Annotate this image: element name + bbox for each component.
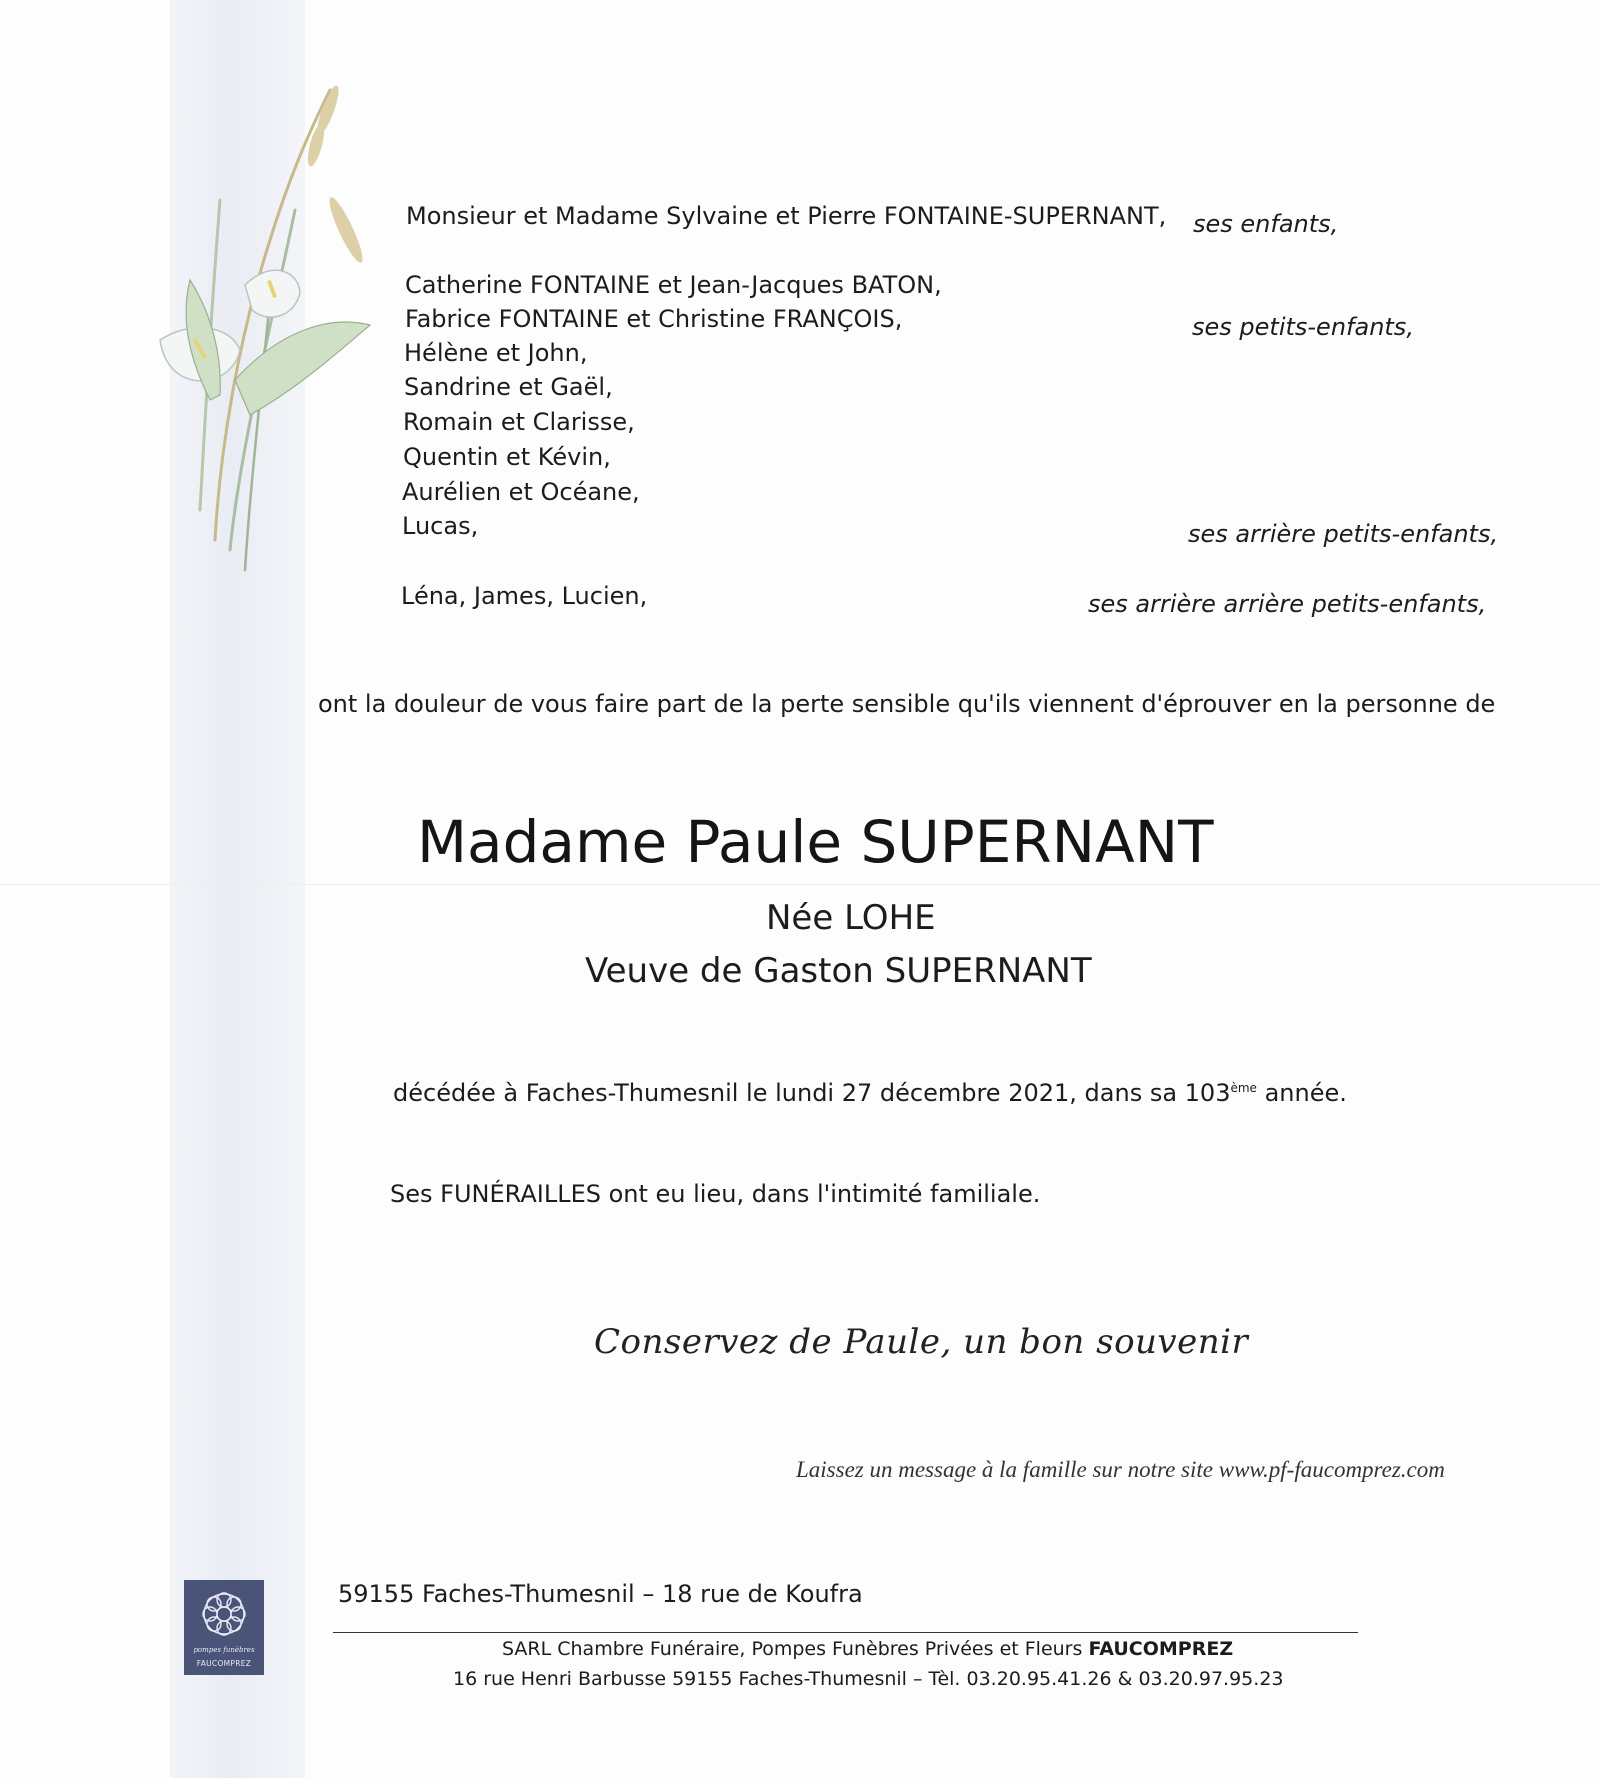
grandchild-line-1: Catherine FONTAINE et Jean-Jacques BATON, <box>405 271 942 299</box>
great-great-grandchildren-relation: ses arrière arrière petits-enfants, <box>1088 590 1487 618</box>
grandchild-line-4: Sandrine et Gaël, <box>404 373 613 401</box>
rosette-icon <box>184 1580 264 1644</box>
death-text-end: année. <box>1256 1079 1347 1107</box>
grandchild-line-2: Fabrice FONTAINE et Christine FRANÇOIS, <box>405 305 903 333</box>
children-names: Monsieur et Madame Sylvaine et Pierre FONTAINE-SUPERNANT, <box>406 202 1167 230</box>
company-line <box>502 1638 1233 1660</box>
grandchild-line-6: Quentin et Kévin, <box>403 443 611 471</box>
birth-name: Née LOHE <box>766 898 936 938</box>
address-line: 59155 Faches-Thumesnil – 18 rue de Koufra <box>338 1580 863 1608</box>
footer-divider <box>333 1632 1358 1633</box>
great-great-grandchildren-names: Léna, James, Lucien, <box>401 582 648 610</box>
deceased-name: Madame Paule SUPERNANT <box>417 808 1214 876</box>
widow-of: Veuve de Gaston SUPERNANT <box>585 951 1092 991</box>
announcement-text: ont la douleur de vous faire part de la perte sensible qu'ils viennent d'éprouver en la personne de <box>318 690 1496 718</box>
death-details <box>393 1079 1347 1107</box>
logo-line-2: FAUCOMPREZ <box>196 1659 252 1668</box>
funeral-text: Ses FUNÉRAILLES ont eu lieu, dans l'intimité familiale. <box>390 1180 1041 1208</box>
company-name: FAUCOMPREZ <box>1088 1638 1234 1660</box>
remembrance-text: Conservez de Paule, un bon souvenir <box>594 1322 1249 1362</box>
great-grandchildren-relation: ses arrière petits-enfants, <box>1188 520 1499 548</box>
grandchild-line-5: Romain et Clarisse, <box>403 408 635 436</box>
contact-line: 16 rue Henri Barbusse 59155 Faches-Thumesnil – Tèl. 03.20.95.41.26 & 03.20.97.95.23 <box>453 1668 1284 1690</box>
death-superscript: ème <box>1230 1081 1257 1095</box>
company-prefix: SARL Chambre Funéraire, Pompes Funèbres Privées et Fleurs <box>502 1638 1089 1660</box>
children-relation: ses enfants, <box>1193 210 1339 238</box>
grandchild-line-3: Hélène et John, <box>404 339 588 367</box>
grandchild-line-7: Aurélien et Océane, <box>402 478 640 506</box>
grandchildren-relation: ses petits-enfants, <box>1192 313 1414 341</box>
faucomprez-logo <box>184 1580 264 1675</box>
paper-fold-line <box>0 884 1600 885</box>
website-note: Laissez un message à la famille sur notre site www.pf-faucomprez.com <box>796 1457 1445 1482</box>
logo-line-1: pompes funèbres <box>193 1646 255 1654</box>
death-text-start: décédée à Faches-Thumesnil le lundi 27 décembre 2021, dans sa 103 <box>393 1079 1231 1107</box>
lily-flower-illustration <box>120 70 400 590</box>
grandchild-line-8: Lucas, <box>402 512 479 540</box>
